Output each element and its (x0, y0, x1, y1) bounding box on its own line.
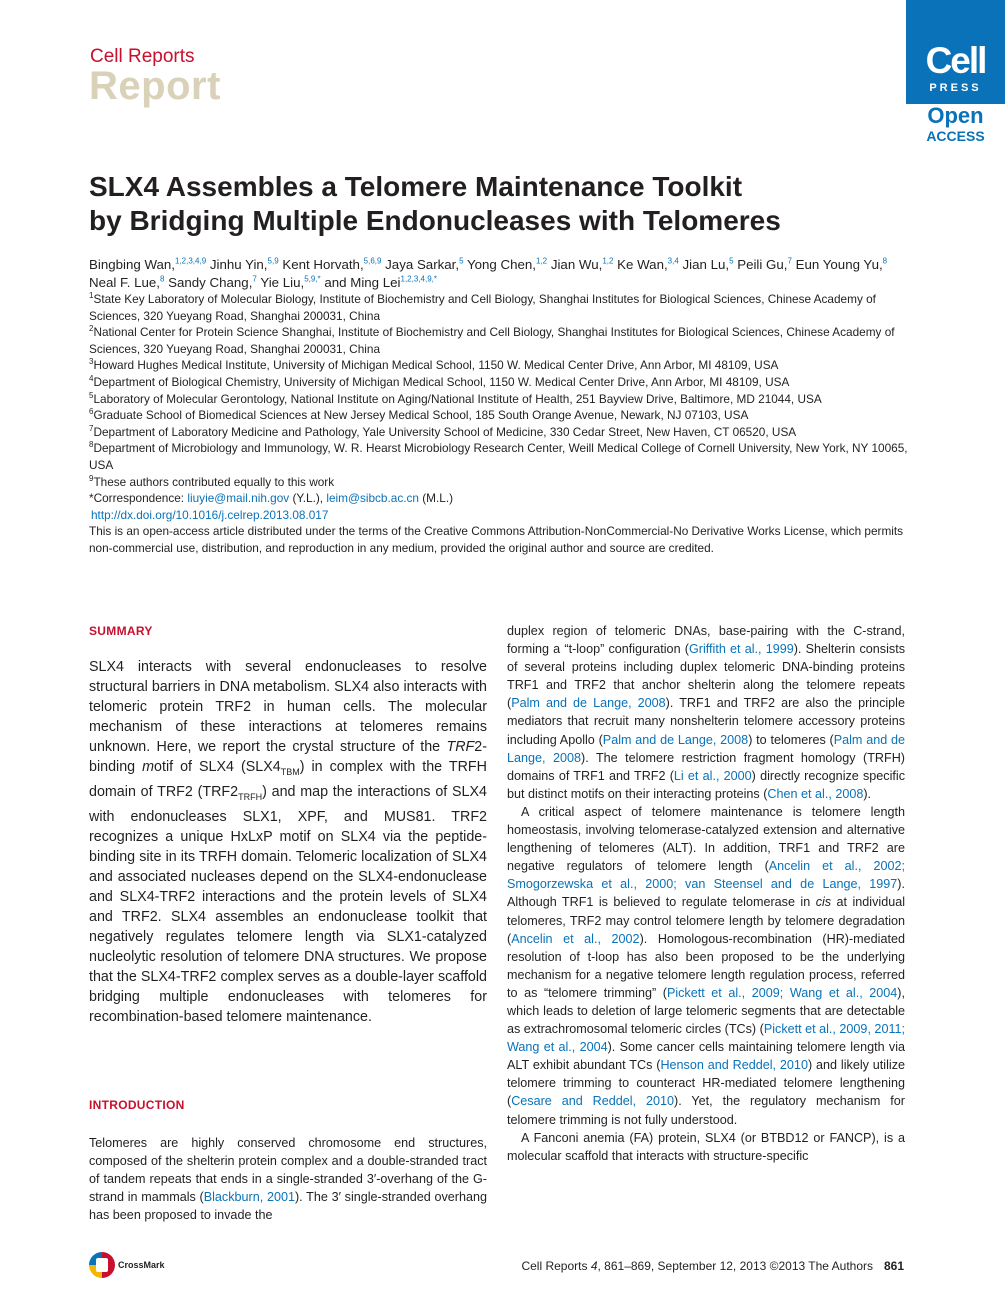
citation-link[interactable]: Henson and Reddel, 2010 (660, 1058, 808, 1073)
author-affiliation-marker: 3,4 (667, 256, 679, 266)
author-name: Peili Gu, (737, 257, 788, 272)
right-column-text (507, 622, 905, 1165)
citation-link[interactable]: Blackburn, 2001 (203, 1190, 295, 1205)
author-name: Jinhu Yin, (209, 257, 268, 272)
crossmark-badge[interactable]: CrossMark (89, 1252, 165, 1278)
citation-link[interactable]: Palm and de Lange, 2008 (602, 732, 749, 747)
author-name: Ke Wan, (617, 257, 668, 272)
logo-press-text: PRESS (929, 82, 982, 94)
author-name: Sandy Chang, (168, 275, 253, 290)
author-name: Jian Wu, (550, 257, 603, 272)
citation-link[interactable]: Cesare and Reddel, 2010 (511, 1094, 675, 1109)
affiliation-item: $^1$State Key Laboratory of Molecular Biology, Institute of Biochemistry and Cell Biology, Shanghai Institutes for Biological Sciences, Chinese Academy of Sciences, 320 Yueyang Road, Shanghai 200031, China (89, 291, 876, 323)
author-name: Kent Horvath, (282, 257, 364, 272)
introduction-text: Telomeres are highly conserved chromosome end structures, composed of the shelterin protein complex and a double-stranded tract of tandem repeats that ends in a single-stranded 3′-overhang of the G-strand in mammals (Blackburn, 2001). The 3′ single-stranded overhang has been proposed to invade the (89, 1136, 487, 1223)
author-affiliation-marker: 8 (882, 256, 888, 266)
summary-text: SLX4 interacts with several endonucleases to resolve structural barriers in DNA metabolism. SLX4 also interacts with telomeric protein TRF2 in human cells. The molecular mechanism of these interactions at telomeres remains unknown. Here, we report the crystal structure of the TRF2-binding motif of SLX4 $(SLX4_{TBM})$ in complex with the TRFH domain of TRF2 $(TRF2_{TRFH})$ and map the interactions of SLX4 with endonucleases SLX1, XPF, and MUS81. TRF2 recognizes a unique HxLxP motif on SLX4 via the peptide-binding site in its TRFH domain. Telomeric localization of SLX4 and associated nucleases depend on the SLX4-endonuclease and SLX4-TRF2 interactions and the protein levels of SLX4 and TRF2. SLX4 assembles an endonuclease toolkit that negatively regulates telomere length via SLX1-catalyzed nucleolytic resolution of telomere DNA structures. We propose that the SLX4-TRF2 complex serves as a double-layer scaffold bridging multiple endonucleases with telomeres for recombination-based telomere maintenance. (89, 659, 487, 1025)
title-line-2: by Bridging Multiple Endonucleases with Telomeres (89, 205, 781, 236)
affiliation-item: $^6$Graduate School of Biomedical Sciences at New Jersey Medical School, 185 South Orange Avenue, Newark, NJ 07103, USA (89, 407, 749, 423)
correspondence: *Correspondence: liuyie@mail.nih.gov (Y.L.), leim@sibcb.ac.cn (M.L.) (89, 491, 454, 506)
email-link-lei[interactable]: leim@sibcb.ac.cn (326, 491, 419, 506)
author-name: Jian Lu, (682, 257, 730, 272)
affiliation-item: $^8$Department of Microbiology and Immunology, W. R. Hearst Microbiology Research Center, Weill Medical College of Cornell University, New York, NY 10065, USA (89, 440, 908, 472)
author-affiliation-marker: 5,6,9 (363, 256, 382, 266)
paragraph: A critical aspect of telomere maintenance is telomere length homeostasis, involving telomerase-catalyzed extension and alternative lengthening of telomeres (ALT). In addition, TRF1 and TRF2 are negative regulators of telomere length (Ancelin et al., 2002; Smogorzewska et al., 2000; van Steensel and de Lange, 1997). Although TRF1 is believed to regulate telomerase in cis at individual telomeres, TRF2 may control telomere length by telomere degradation (Ancelin et al., 2002). Homologous-recombination (HR)-mediated resolution of t-loop has also been proposed to be the underlying mechanism for a negative telomere length regulation process, referred to as “telomere trimming” (Pickett et al., 2009; Wang et al., 2004), which leads to deletion of large telomeric segments that are detectable as extrachromosomal telomeric circles (TCs) (Pickett et al., 2009, 2011; Wang et al., 2004). Some cancer cells maintaining telomere length via ALT exhibit abundant TCs (Henson and Reddel, 2010) and likely utilize telomere trimming to counteract HR-mediated telomere lengthening (Cesare and Reddel, 2010). Yet, the regulatory mechanism for telomere trimming is not fully understood. (507, 804, 906, 1127)
citation-link[interactable]: Pickett et al., 2009; Wang et al., 2004 (666, 985, 898, 1000)
footer-citation: Cell Reports 4, 861–869, September 12, 2013 ©2013 The Authors (521, 1259, 873, 1273)
author-name: Neal F. Lue, (89, 275, 160, 290)
citation-link[interactable]: Palm and de Lange, 2008 (511, 696, 666, 711)
citation-link[interactable]: Chen et al., 2008 (767, 786, 864, 801)
introduction-heading: INTRODUCTION (89, 1098, 185, 1112)
affiliation-item: $^3$Howard Hughes Medical Institute, University of Michigan Medical School, 1150 W. Medical Center Drive, Ann Arbor, MI 48109, USA (89, 357, 779, 373)
author-affiliation-marker: 1,2,3,4,9 (175, 256, 207, 266)
author-name: and Ming Lei (324, 275, 401, 290)
citation-link[interactable]: Griffith et al., 1999 (688, 642, 794, 657)
author-list (89, 256, 909, 292)
cell-press-logo[interactable] (906, 0, 1005, 104)
author-affiliation-marker: 5 (459, 256, 464, 266)
open-access-access: ACCESS (926, 128, 985, 144)
doi-link[interactable]: http://dx.doi.org/10.1016/j.celrep.2013.08.017 (91, 507, 329, 522)
author-affiliation-marker: 7 (252, 274, 257, 284)
author-affiliation-marker: 8 (159, 274, 165, 284)
author-name: Eun Young Yu, (795, 257, 883, 272)
author-affiliation-marker: 1,2 (536, 256, 548, 266)
logo-cell-text: Cell (925, 40, 986, 81)
journal-name: Cell Reports (90, 46, 195, 67)
paragraph: A Fanconi anemia (FA) protein, SLX4 (or BTBD12 or FANCP), is a molecular scaffold that interacts with structure-specific (507, 1130, 905, 1163)
author-name: Bingbing Wan, (89, 257, 175, 272)
email-link-liu[interactable]: liuyie@mail.nih.gov (187, 491, 290, 506)
affiliations (89, 291, 909, 557)
paragraph: duplex region of telomeric DNAs, base-pairing with the C-strand, forming a “t-loop” configuration (Griffith et al., 1999). Shelterin consists of several proteins including duplex telomeric DNA-binding proteins TRF1 and TRF2 that anchor shelterin along the telomere repeats (Palm and de Lange, 2008). TRF1 and TRF2 are also the principle mediators that recruit many nonshelterin telomere accessory proteins including Apollo (Palm and de Lange, 2008) to telomeres (Palm and de Lange, 2008). The telomere restriction fragment homology (TRFH) domains of TRF1 and TRF2 (Li et al., 2000) directly recognize specific but distinct motifs on their interacting proteins (Chen et al., 2008). (507, 624, 906, 801)
affiliation-item: $^4$Department of Biological Chemistry, University of Michigan Medical School, 1150 W. Medical Center Drive, Ann Arbor, MI 48109, USA (89, 374, 790, 389)
title-line-1: SLX4 Assembles a Telomere Maintenance Toolkit (89, 171, 743, 202)
author-affiliation-marker: 5,9,* (304, 274, 321, 284)
author-affiliation-marker: 7 (787, 256, 792, 266)
author-affiliation-marker: 5 (729, 256, 734, 266)
author-name: Yong Chen, (466, 257, 536, 272)
affiliation-item: $^9$These authors contributed equally to this work (89, 473, 335, 489)
author-name: Jaya Sarkar, (385, 257, 460, 272)
citation-link[interactable]: Li et al., 2000 (673, 768, 752, 783)
affiliation-item: $^7$Department of Laboratory Medicine and Pathology, Yale University School of Medicine, 330 Cedar Street, New Haven, CT 06520, USA (89, 423, 797, 439)
license-text: This is an open-access article distributed under the terms of the Creative Commons Attribution-NonCommercial-No Derivative Works License, which permits non-commercial use, distribution, and reproduction in any medium, provided the original author and source are credited. (89, 524, 904, 555)
affiliation-item: $^5$Laboratory of Molecular Gerontology, National Institute on Aging/National Institute of Health, 251 Bayview Drive, Baltimore, MD 21044, USA (89, 390, 822, 406)
citation-link[interactable]: Pickett et al., 2009, 2011; Wang et al., 2004 (507, 1022, 906, 1055)
citation-link[interactable]: Ancelin et al., 2002 (511, 931, 640, 946)
affiliation-item: $^2$National Center for Protein Science Shanghai, Institute of Biochemistry and Cell Biology, Shanghai Institutes for Biological Sciences, Chinese Academy of Sciences, 320 Yueyang Road, Shanghai 200031, China (89, 324, 895, 356)
author-affiliation-marker: 5,9 (267, 256, 279, 266)
citation-link[interactable]: Palm and de Lange, 2008 (507, 732, 906, 765)
author-affiliation-marker: 1,2,3,4,9,* (400, 274, 437, 284)
citation-link[interactable]: Ancelin et al., 2002; Smogorzewska et al., 2000; van Steensel and de Lange, 1997 (507, 859, 905, 892)
open-access-open: Open (927, 103, 984, 128)
author-affiliation-marker: 1,2 (602, 256, 614, 266)
author-name: Yie Liu, (260, 275, 305, 290)
article-type: Report (89, 64, 221, 108)
page-number: 861 (884, 1259, 905, 1273)
summary-heading: SUMMARY (89, 624, 153, 638)
article-title (89, 170, 899, 238)
